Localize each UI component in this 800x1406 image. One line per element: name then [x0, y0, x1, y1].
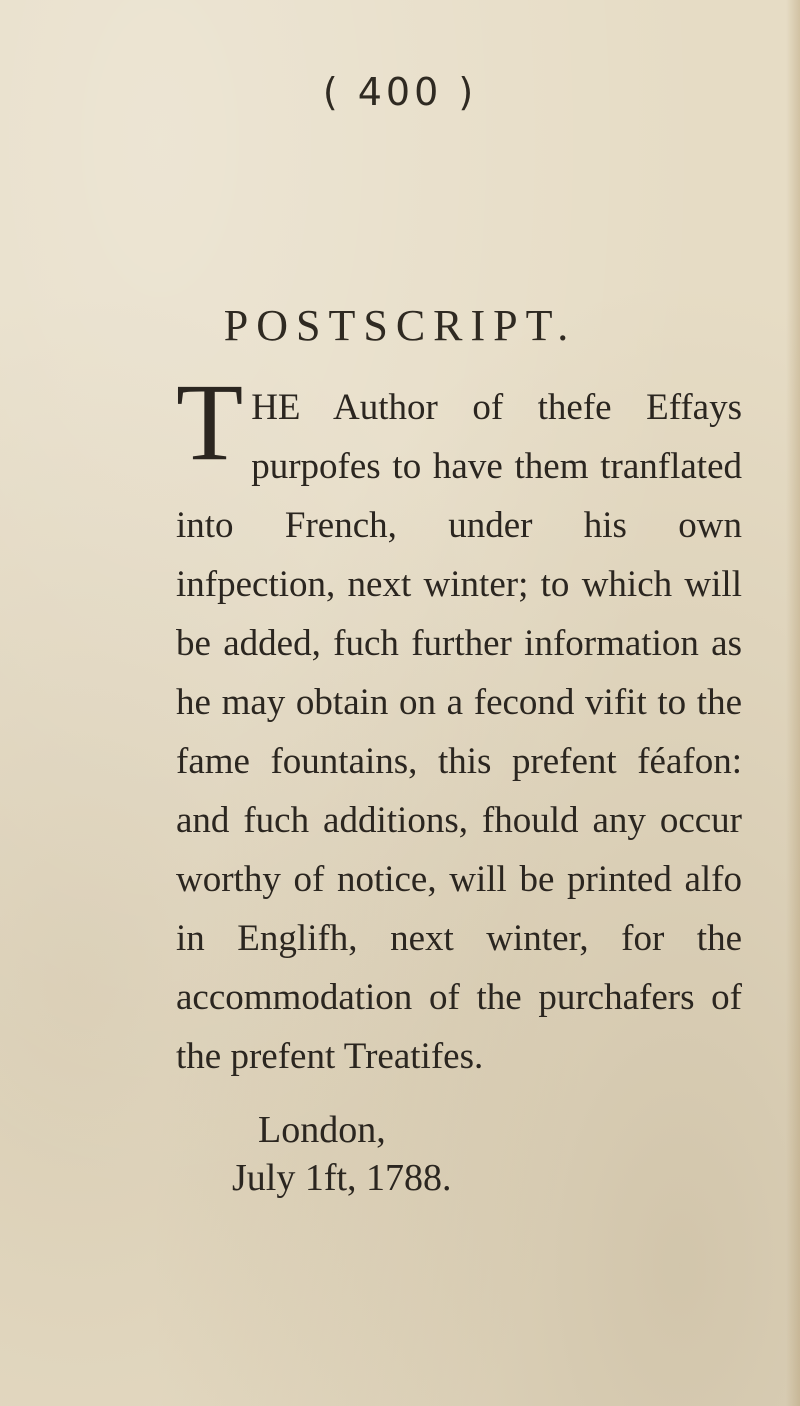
signature-date: July 1ft, 1788. — [232, 1157, 452, 1199]
body-paragraph — [176, 361, 742, 1086]
page-number: ( 400 ) — [322, 70, 478, 114]
drop-cap: T — [176, 361, 244, 483]
section-heading: POSTSCRIPT. — [223, 301, 577, 350]
signature-place: London, — [258, 1109, 386, 1151]
page-edge-shadow — [786, 0, 800, 1406]
paragraph-text: HE Author of thefe Effays purpofes to have them tranflated into French, under his own infpection, next winter; to which will be added, fuch further information as he may obtain on a fecond vifit to the fame fountains, this prefent féafon: and fuch additions, fhould any occur worthy of notice, will be printed alfo in Englifh, next winter, for the accommodation of the purchafers of the prefent Treatifes. — [176, 387, 742, 1077]
